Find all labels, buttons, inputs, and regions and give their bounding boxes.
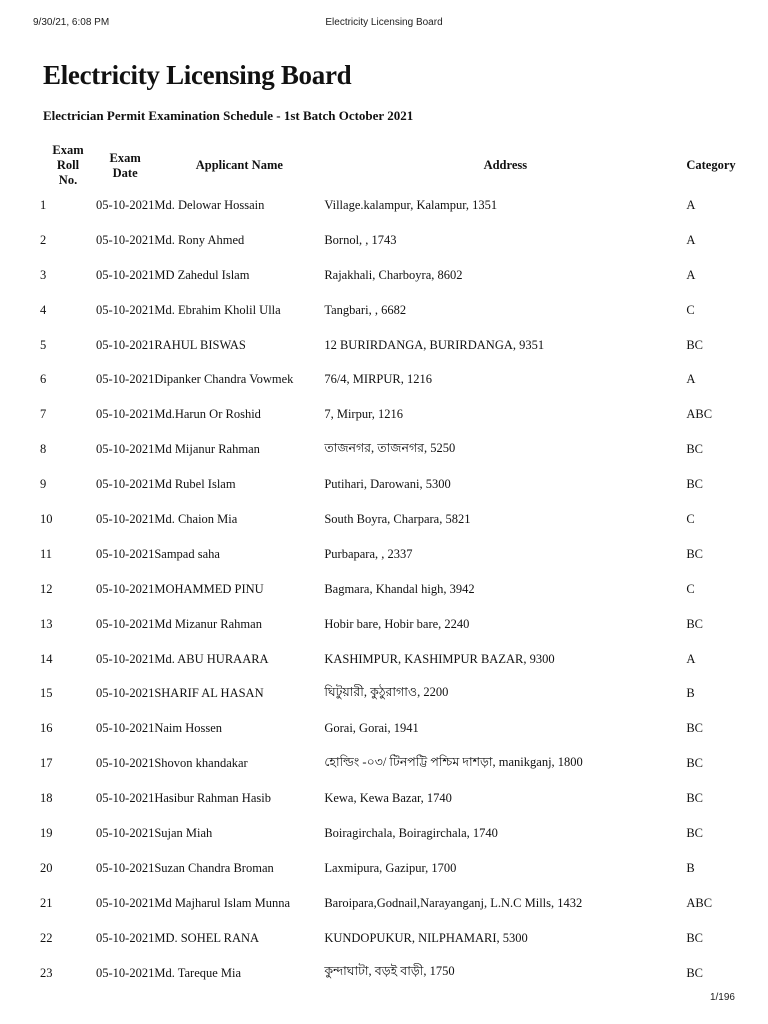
exam-roll-cell: 10 <box>40 511 53 526</box>
applicant-name-cell: Md. Chaion Mia <box>154 511 238 526</box>
applicant-name-cell: Md. Delowar Hossain <box>154 197 265 212</box>
address-cell: 7, Mirpur, 1216 <box>324 407 403 422</box>
category-cell: A <box>686 232 696 247</box>
exam-roll-cell: 23 <box>40 965 53 980</box>
address-cell: হোল্ডিং -০৩/ টিনপট্টি পশ্চিম দাশড়া, manikganj, 1800 <box>324 754 583 769</box>
address-cell: Village.kalampur, Kalampur, 1351 <box>324 197 498 212</box>
exam-date-cell: 05-10-2021 <box>96 267 155 282</box>
applicant-name-cell: Md.Harun Or Roshid <box>154 407 261 422</box>
table-row <box>40 223 766 258</box>
exam-roll-cell: 9 <box>40 477 47 492</box>
table-row <box>40 642 766 677</box>
exam-roll-cell: 16 <box>40 721 53 736</box>
category-cell: BC <box>686 546 704 561</box>
table-row <box>40 467 766 502</box>
category-cell: BC <box>686 825 704 840</box>
address-cell: KUNDOPUKUR, NILPHAMARI, 5300 <box>324 930 528 945</box>
category-cell: BC <box>686 721 704 736</box>
print-datetime: 9/30/21, 6:08 PM <box>33 17 110 28</box>
category-cell: ABC <box>686 895 713 910</box>
exam-roll-cell: 8 <box>40 442 47 457</box>
exam-roll-cell: 5 <box>40 337 47 352</box>
table-row <box>40 328 766 363</box>
exam-roll-cell: 2 <box>40 232 47 247</box>
applicant-name-cell: Sujan Miah <box>154 825 213 840</box>
table-row <box>40 258 766 293</box>
exam-date-cell: 05-10-2021 <box>96 616 155 631</box>
applicant-name-cell: MD. SOHEL RANA <box>154 930 260 945</box>
exam-date-cell: 05-10-2021 <box>96 756 155 771</box>
exam-date-cell: 05-10-2021 <box>96 407 155 422</box>
table-row <box>40 746 766 781</box>
exam-date-cell: 05-10-2021 <box>96 372 155 387</box>
exam-roll-cell: 6 <box>40 372 47 387</box>
exam-roll-cell: 21 <box>40 895 53 910</box>
exam-roll-cell: 7 <box>40 407 47 422</box>
applicant-name-cell: SHARIF AL HASAN <box>154 686 264 701</box>
category-cell: BC <box>686 965 704 980</box>
exam-date-cell: 05-10-2021 <box>96 546 155 561</box>
address-cell: ঘিটুয়ারী, কুঠুরাগাও, 2200 <box>324 684 449 699</box>
applicant-name-cell: MD Zahedul Islam <box>154 267 250 282</box>
exam-date-cell: 05-10-2021 <box>96 930 155 945</box>
applicant-name-cell: Md Mijanur Rahman <box>154 442 260 457</box>
exam-roll-cell: 19 <box>40 825 53 840</box>
exam-date-cell: 05-10-2021 <box>96 721 155 736</box>
category-cell: B <box>686 686 695 701</box>
exam-date-cell: 05-10-2021 <box>96 825 155 840</box>
print-page-title: Electricity Licensing Board <box>325 17 443 28</box>
table-row <box>40 816 766 851</box>
exam-roll-cell: 15 <box>40 686 53 701</box>
applicant-name-cell: Md. Ebrahim Kholil Ulla <box>154 302 281 317</box>
exam-date-cell: 05-10-2021 <box>96 511 155 526</box>
applicant-name-cell: Md. ABU HURAARA <box>154 651 269 666</box>
document-title: Electricity Licensing Board <box>43 60 352 90</box>
exam-roll-cell: 18 <box>40 791 53 806</box>
table-row <box>40 397 766 432</box>
applicant-name-cell: Md Mizanur Rahman <box>154 616 262 631</box>
applicant-name-cell: Shovon khandakar <box>154 756 248 771</box>
exam-date-cell: 05-10-2021 <box>96 965 155 980</box>
address-cell: KASHIMPUR, KASHIMPUR BAZAR, 9300 <box>324 651 555 666</box>
exam-date-cell: 05-10-2021 <box>96 197 155 212</box>
address-cell: Rajakhali, Charboyra, 8602 <box>324 267 463 282</box>
applicant-name-cell: MOHAMMED PINU <box>154 581 264 596</box>
category-cell: A <box>686 197 696 212</box>
category-cell: C <box>686 581 695 596</box>
document-subtitle: Electrician Permit Examination Schedule - 1st Batch October 2021 <box>43 108 414 123</box>
category-cell: BC <box>686 791 704 806</box>
address-cell: 76/4, MIRPUR, 1216 <box>324 372 432 387</box>
table-row <box>40 711 766 746</box>
table-row <box>40 607 766 642</box>
table-row <box>40 781 766 816</box>
exam-roll-cell: 11 <box>40 546 53 561</box>
address-cell: Boiragirchala, Boiragirchala, 1740 <box>324 825 498 840</box>
address-cell: Hobir bare, Hobir bare, 2240 <box>324 616 470 631</box>
address-cell: Gorai, Gorai, 1941 <box>324 721 419 736</box>
address-cell: Tangbari, , 6682 <box>324 302 407 317</box>
table-row <box>40 188 766 223</box>
exam-date-cell: 05-10-2021 <box>96 895 155 910</box>
address-cell: 12 BURIRDANGA, BURIRDANGA, 9351 <box>324 337 545 352</box>
table-row <box>40 886 766 921</box>
header-exam-date <box>96 143 154 188</box>
table-row <box>40 293 766 328</box>
header-exam-roll-label: Exam Roll No. <box>52 143 84 187</box>
exam-roll-cell: 14 <box>40 651 53 666</box>
header-address: Address <box>483 158 528 172</box>
address-cell: কুন্দাঘাটা, বড়ই বাড়ী, 1750 <box>324 964 455 979</box>
header-exam-date-label: Exam Date <box>109 150 141 180</box>
category-cell: BC <box>686 442 704 457</box>
table-row <box>40 432 766 467</box>
address-cell: Baroipara,Godnail,Narayanganj, L.N.C Mills, 1432 <box>324 895 583 910</box>
exam-date-cell: 05-10-2021 <box>96 686 155 701</box>
exam-date-cell: 05-10-2021 <box>96 860 155 875</box>
table-row <box>40 537 766 572</box>
exam-roll-cell: 12 <box>40 581 53 596</box>
exam-roll-cell: 13 <box>40 616 53 631</box>
table-row <box>40 676 766 711</box>
address-cell: Laxmipura, Gazipur, 1700 <box>324 860 457 875</box>
applicant-name-cell: Dipanker Chandra Vowmek <box>154 372 294 387</box>
exam-roll-cell: 17 <box>40 756 53 771</box>
category-cell: BC <box>686 477 704 492</box>
applicant-name-cell: Naim Hossen <box>154 721 223 736</box>
schedule-table-body <box>40 188 766 990</box>
applicant-name-cell: RAHUL BISWAS <box>154 337 246 352</box>
category-cell: BC <box>686 337 704 352</box>
category-cell: BC <box>686 756 704 771</box>
applicant-name-cell: Md Majharul Islam Munna <box>154 895 291 910</box>
table-row <box>40 502 766 537</box>
category-cell: C <box>686 302 695 317</box>
exam-date-cell: 05-10-2021 <box>96 302 155 317</box>
address-cell: Purbapara, , 2337 <box>324 546 413 561</box>
header-category: Category <box>686 158 736 172</box>
header-applicant-name: Applicant Name <box>195 158 283 172</box>
address-cell: Putihari, Darowani, 5300 <box>324 477 451 492</box>
applicant-name-cell: Md Rubel Islam <box>154 477 236 492</box>
schedule-table <box>40 143 766 990</box>
exam-roll-cell: 4 <box>40 302 47 317</box>
exam-roll-cell: 3 <box>40 267 47 282</box>
applicant-name-cell: Hasibur Rahman Hasib <box>154 791 271 806</box>
category-cell: B <box>686 860 695 875</box>
exam-roll-cell: 22 <box>40 930 53 945</box>
table-row <box>40 851 766 886</box>
exam-roll-cell: 1 <box>40 197 47 212</box>
table-row <box>40 956 766 991</box>
address-cell: তাজনগর, তাজনগর, 5250 <box>324 440 456 455</box>
applicant-name-cell: Md. Tareque Mia <box>154 965 242 980</box>
print-header <box>0 17 768 31</box>
category-cell: BC <box>686 616 704 631</box>
table-row <box>40 572 766 607</box>
exam-date-cell: 05-10-2021 <box>96 442 155 457</box>
exam-date-cell: 05-10-2021 <box>96 477 155 492</box>
applicant-name-cell: Sampad saha <box>154 546 220 561</box>
exam-date-cell: 05-10-2021 <box>96 337 155 352</box>
applicant-name-cell: Suzan Chandra Broman <box>154 860 274 875</box>
address-cell: Kewa, Kewa Bazar, 1740 <box>324 791 452 806</box>
category-cell: BC <box>686 930 704 945</box>
page-number: 1/196 <box>709 992 735 1003</box>
address-cell: South Boyra, Charpara, 5821 <box>324 511 471 526</box>
exam-date-cell: 05-10-2021 <box>96 791 155 806</box>
exam-date-cell: 05-10-2021 <box>96 581 155 596</box>
header-exam-roll <box>40 143 96 188</box>
category-cell: A <box>686 372 696 387</box>
category-cell: A <box>686 651 696 666</box>
address-cell: Bagmara, Khandal high, 3942 <box>324 581 475 596</box>
applicant-name-cell: Md. Rony Ahmed <box>154 232 245 247</box>
category-cell: A <box>686 267 696 282</box>
exam-roll-cell: 20 <box>40 860 53 875</box>
table-row <box>40 362 766 397</box>
exam-date-cell: 05-10-2021 <box>96 651 155 666</box>
address-cell: Bornol, , 1743 <box>324 232 397 247</box>
table-row <box>40 921 766 956</box>
exam-date-cell: 05-10-2021 <box>96 232 155 247</box>
category-cell: ABC <box>686 407 713 422</box>
category-cell: C <box>686 511 695 526</box>
table-header-row <box>40 143 766 188</box>
